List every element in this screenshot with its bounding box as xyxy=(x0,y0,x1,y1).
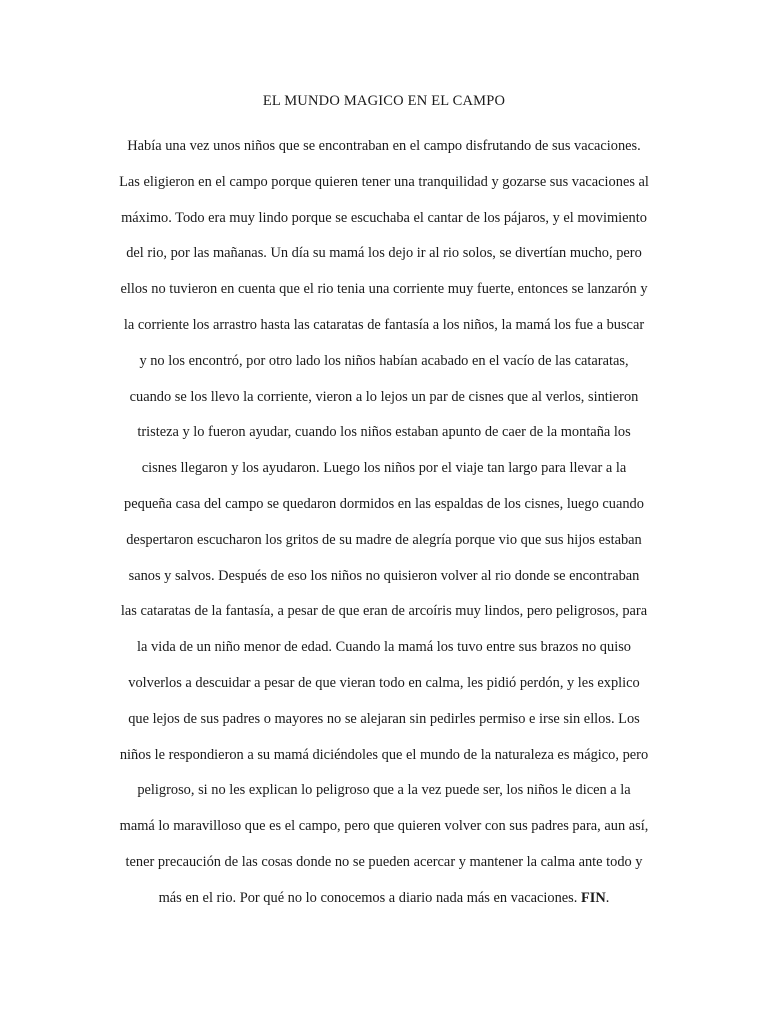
text-line: las cataratas de la fantasía, a pesar de que eran de arcoíris muy lindos, pero peligrosos, para xyxy=(120,603,648,620)
text-line: Las eligieron en el campo porque quieren tener una tranquilidad y gozarse sus vacaciones al xyxy=(119,173,649,190)
text-line: peligroso, si no les explican lo peligroso que a la vez puede ser, los niños le dicen a la xyxy=(137,782,631,799)
text-line: mamá lo maravilloso que es el campo, pero que quieren volver con sus padres para, aun así, xyxy=(119,818,649,835)
last-text-line xyxy=(102,888,666,924)
text-line: sanos y salvos. Después de eso los niños no quisieron volver al rio donde se encontraban xyxy=(128,567,640,584)
last-line-text: más en el rio. Por qué no lo conocemos a diario nada más en vacaciones. xyxy=(158,889,578,906)
text-line: la vida de un niño menor de edad. Cuando la mamá los tuvo entre sus brazos no quiso xyxy=(137,639,631,656)
end-punctuation: . xyxy=(605,889,610,906)
text-line: pequeña casa del campo se quedaron dormidos en las espaldas de los cisnes, luego cuando xyxy=(124,495,644,512)
text-line: cuando se los llevo la corriente, vieron a lo lejos un par de cisnes que al verlos, sintieron xyxy=(129,388,639,405)
text-line: tristeza y lo fueron ayudar, cuando los niños estaban apunto de caer de la montaña los xyxy=(137,424,631,441)
document-title: EL MUNDO MAGICO EN EL CAMPO xyxy=(262,93,506,109)
text-line: ellos no tuvieron en cuenta que el rio tenia una corriente muy fuerte, entonces se lanzarón y xyxy=(120,281,648,298)
text-line: niños le respondieron a su mamá diciéndoles que el mundo de la naturaleza es mágico, pero xyxy=(119,746,649,763)
text-line: y no los encontró, por otro lado los niños habían acabado en el vacío de las cataratas, xyxy=(139,352,629,369)
end-marker: FIN xyxy=(581,889,606,906)
text-line: la corriente los arrastro hasta las cataratas de fantasía a los niños, la mamá los fue a buscar xyxy=(123,316,645,333)
text-line: volverlos a descuidar a pesar de que vieran todo en calma, les pidió perdón, y les explico xyxy=(128,674,640,691)
text-line: Había una vez unos niños que se encontraban en el campo disfrutando de sus vacaciones. xyxy=(127,138,641,154)
text-line: cisnes llegaron y los ayudaron. Luego los niños por el viaje tan largo para llevar a la xyxy=(141,460,627,477)
text-line: tener precaución de las cosas donde no se pueden acercar y mantener la calma ante todo y xyxy=(125,853,643,870)
text-line: máximo. Todo era muy lindo porque se escuchaba el cantar de los pájaros, y el movimiento xyxy=(121,209,647,226)
text-line: despertaron escucharon los gritos de su madre de alegría porque vio que sus hijos estaban xyxy=(126,531,642,548)
text-line: del rio, por las mañanas. Un día su mamá los dejo ir al rio solos, se divertían mucho, pero xyxy=(126,245,642,262)
story-paragraph xyxy=(102,136,666,924)
text-line: que lejos de sus padres o mayores no se alejaran sin pedirles permiso e irse sin ellos. Los xyxy=(128,710,640,727)
